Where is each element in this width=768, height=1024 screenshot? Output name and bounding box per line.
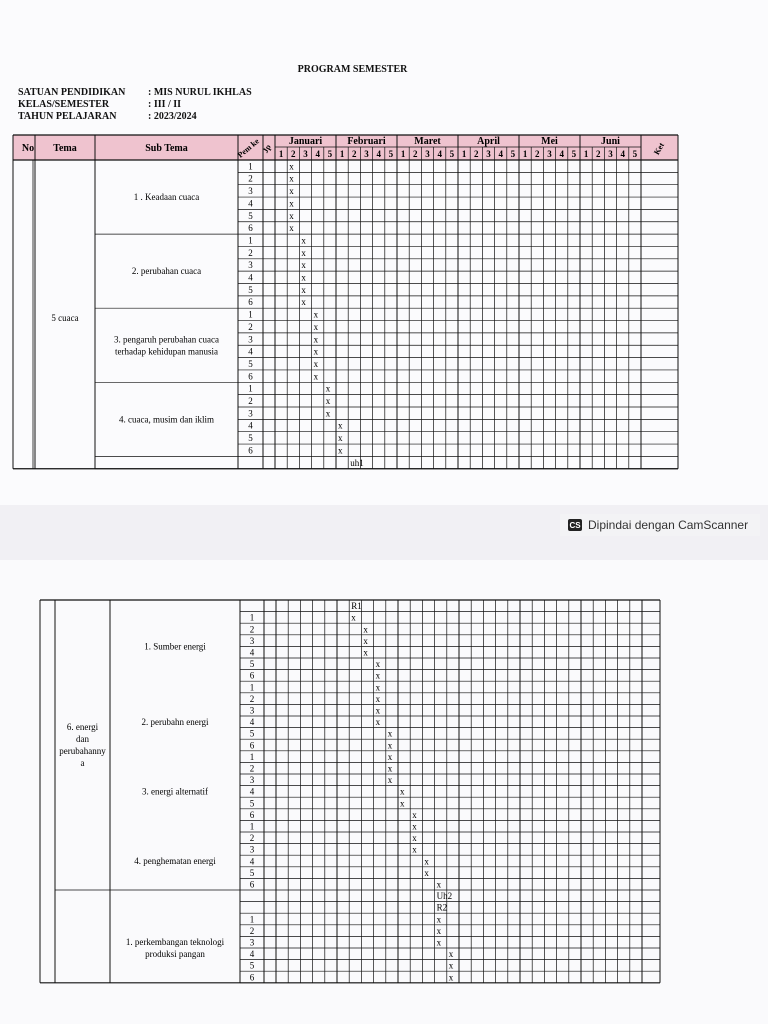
pem-number: 4 [249, 856, 255, 867]
camscanner-text: Dipindai dengan CamScanner [588, 518, 749, 532]
header-week: 5 [632, 149, 638, 159]
header-month: Januari [288, 136, 323, 147]
schedule-mark: x [448, 972, 454, 983]
schedule-mark: x [289, 186, 294, 197]
schedule-mark: x [363, 635, 368, 646]
pem-number: 6 [248, 445, 253, 456]
pem-number: 1 [249, 751, 255, 762]
pem-number: 5 [249, 867, 255, 878]
header-week: 4 [620, 149, 625, 159]
schedule-mark: x [412, 821, 417, 832]
pem-number: 2 [249, 925, 255, 936]
pem-number: 2 [248, 173, 253, 184]
header-week: 1 [339, 149, 345, 159]
header-subtema: Sub Tema [145, 143, 188, 154]
pem-number: 4 [249, 949, 255, 960]
pem-number: 6 [248, 371, 253, 382]
subtema-label: 1 . Keadaan cuaca [133, 192, 200, 203]
pem-number: 1 [248, 383, 253, 394]
header-ket: Ket [652, 141, 667, 157]
schedule-mark: x [375, 682, 381, 693]
header-pem: Pem ke [235, 136, 261, 160]
header-week: 1 [400, 149, 406, 159]
header-week: 4 [376, 149, 381, 159]
info-value: : III / II [148, 99, 182, 110]
header-week: 2 [474, 149, 479, 159]
header-background [13, 135, 678, 160]
header-week: 3 [486, 149, 491, 159]
schedule-mark: x [313, 321, 319, 332]
schedule-mark: x [412, 844, 417, 855]
pem-number: 6 [249, 879, 255, 890]
header-week: 1 [583, 149, 589, 159]
schedule-mark: x [436, 925, 442, 936]
pem-number: 3 [248, 408, 253, 419]
schedule-mark: x [313, 309, 319, 320]
subtema-label: 3. pengaruh perubahan cuaca terhadap kehidupan manusia [114, 334, 219, 357]
pem-number: 4 [249, 786, 255, 797]
pem-number: 5 [248, 358, 253, 369]
info-label: TAHUN PELAJARAN [18, 111, 117, 122]
schedule-mark: x [424, 867, 429, 878]
info-value: : MIS NURUL IKHLAS [148, 87, 252, 98]
schedule-mark: x [375, 659, 381, 670]
subtema-label: 1. Sumber energi [144, 641, 206, 652]
schedule-mark: x [313, 334, 319, 345]
pem-number: 1 [248, 161, 253, 172]
schedule-mark: x [289, 173, 294, 184]
header-week: 2 [413, 149, 418, 159]
info-label: KELAS/SEMESTER [18, 99, 110, 110]
pem-number: 5 [249, 960, 255, 971]
header-no: No [21, 143, 35, 154]
pem-number: 5 [248, 210, 253, 221]
pem-number: 3 [249, 844, 255, 855]
header-week: 2 [291, 149, 296, 159]
schedule-mark: x [289, 210, 294, 221]
schedule-mark: R2 [436, 902, 448, 913]
schedule-mark: x [424, 856, 429, 867]
schedule-mark: x [375, 693, 381, 704]
pem-number: 4 [249, 647, 255, 658]
schedule-mark: x [325, 396, 331, 406]
schedule-mark: x [436, 879, 442, 890]
pem-number: 3 [248, 334, 253, 345]
pem-number: 2 [249, 624, 255, 635]
schedule-mark: x [375, 717, 381, 728]
pem-number: 1 [248, 309, 253, 320]
header-week: 3 [425, 149, 430, 159]
header-week: 5 [388, 149, 394, 159]
schedule-mark: x [363, 624, 368, 635]
scan-page-1 [0, 0, 768, 505]
schedule-mark: x [313, 358, 319, 369]
schedule-mark: x [313, 346, 319, 357]
schedule-mark: x [289, 198, 294, 209]
pem-number: 2 [249, 763, 255, 774]
subtema-label: 1. perkembangan teknologi produksi pangan [125, 937, 225, 959]
info-label: SATUAN PENDIDIKAN [18, 87, 126, 98]
subtema-label: 4. penghematan energi [134, 856, 216, 866]
pem-number: 2 [248, 396, 253, 406]
pem-number: 6 [249, 972, 255, 983]
schedule-mark: x [338, 445, 343, 456]
schedule-mark: x [313, 371, 319, 382]
header-week: 3 [364, 149, 369, 159]
header-tema: Tema [53, 143, 77, 154]
camscanner-watermark [560, 514, 760, 536]
schedule-mark: x [363, 647, 368, 658]
header-week: 4 [437, 149, 442, 159]
subtema-label: 4. cuaca, musim dan iklim [119, 414, 214, 425]
schedule-mark: x [301, 272, 306, 283]
schedule-mark: x [301, 235, 306, 246]
schedule-mark: x [436, 914, 442, 925]
header-week: 5 [449, 149, 455, 159]
schedule-mark: x [412, 833, 417, 844]
header-month: Maret [414, 136, 441, 147]
pem-number: 1 [249, 682, 255, 693]
schedule-mark: x [301, 297, 306, 308]
pem-number: 5 [249, 798, 255, 809]
schedule-mark: x [375, 705, 381, 716]
pem-number: 5 [249, 728, 255, 739]
schedule-mark: x [387, 728, 393, 739]
schedule-mark: x [448, 960, 454, 971]
pem-number: 6 [248, 223, 253, 234]
pem-number: 3 [249, 705, 255, 716]
header-month: Juni [601, 136, 620, 147]
pem-number: 6 [249, 670, 255, 681]
pem-number: 2 [248, 321, 253, 332]
schedule-mark: x [387, 740, 393, 751]
pem-number: 4 [248, 346, 253, 357]
schedule-mark: x [301, 284, 306, 295]
schedule-mark: x [325, 383, 331, 394]
schedule-mark: x [289, 161, 294, 172]
pem-number: 1 [249, 612, 255, 623]
header-week: 5 [571, 149, 577, 159]
schedule-mark: x [289, 223, 294, 234]
pem-number: 3 [249, 775, 255, 786]
tema-label: 6. energi dan perubahanny a [59, 722, 106, 768]
pem-number: 4 [248, 272, 253, 283]
pem-number: 4 [249, 717, 255, 728]
schedule-mark: x [301, 260, 306, 271]
pem-number: 2 [249, 833, 255, 844]
scan-page-2 [0, 560, 768, 1024]
pem-number: 4 [248, 420, 253, 431]
subtema-label: 2. perubahan cuaca [131, 266, 202, 277]
header-week: 3 [608, 149, 613, 159]
schedule-mark: x [400, 798, 405, 809]
pem-number: 5 [248, 433, 253, 444]
pem-number: 5 [249, 659, 255, 670]
schedule-mark: x [338, 420, 343, 431]
schedule-mark: x [412, 809, 417, 820]
schedule-mark: x [325, 408, 331, 419]
schedule-mark: x [301, 247, 306, 258]
page-title: PROGRAM SEMESTER [297, 64, 408, 75]
pem-number: 5 [248, 284, 253, 295]
schedule-mark: Uh2 [436, 891, 453, 902]
header-week: 2 [352, 149, 357, 159]
schedule-mark: x [387, 775, 393, 786]
header-week: 4 [498, 149, 503, 159]
pem-number: 4 [248, 198, 253, 209]
schedule-mark: uh1 [350, 457, 364, 468]
tema-label: 5 cuaca [51, 313, 79, 323]
header-week: 1 [522, 149, 528, 159]
schedule-mark: x [400, 786, 405, 797]
semester-table-2 [0, 560, 768, 1024]
schedule-mark: x [375, 670, 381, 681]
pem-number: 6 [249, 740, 255, 751]
pem-number: 2 [248, 247, 253, 258]
header-month: April [477, 136, 500, 147]
schedule-mark: x [436, 937, 442, 948]
header-week: 2 [535, 149, 540, 159]
pem-number: 1 [248, 235, 253, 246]
schedule-mark: x [338, 433, 343, 444]
schedule-mark: R1 [351, 601, 362, 612]
schedule-mark: x [351, 612, 356, 623]
header-week: 3 [547, 149, 552, 159]
subtema-label: 3. energi alternatif [141, 786, 209, 797]
pem-number: 2 [249, 693, 255, 704]
header-week: 5 [510, 149, 516, 159]
pem-number: 1 [249, 914, 255, 925]
camscanner-logo: CS [569, 520, 581, 530]
subtema-label: 2. perubahn energi [141, 716, 209, 727]
header-week: 1 [461, 149, 467, 159]
pem-number: 3 [249, 635, 255, 646]
info-value: : 2023/2024 [148, 111, 197, 122]
pem-number: 6 [249, 809, 255, 820]
header-week: 4 [315, 149, 320, 159]
header-week: 4 [559, 149, 564, 159]
pem-number: 3 [249, 937, 255, 948]
schedule-mark: x [448, 949, 454, 960]
header-month: Mei [541, 136, 558, 147]
header-week: 5 [327, 149, 333, 159]
pem-number: 6 [248, 297, 253, 308]
header-week: 2 [596, 149, 601, 159]
schedule-mark: x [387, 751, 393, 762]
semester-table-1 [0, 0, 768, 505]
header-jp: Jp [260, 142, 273, 155]
pem-number: 3 [248, 260, 253, 271]
pem-number: 3 [248, 186, 253, 197]
pem-number: 1 [249, 821, 255, 832]
header-week: 1 [278, 149, 284, 159]
schedule-mark: x [387, 763, 393, 774]
header-month: Februari [347, 136, 386, 147]
header-week: 3 [303, 149, 308, 159]
